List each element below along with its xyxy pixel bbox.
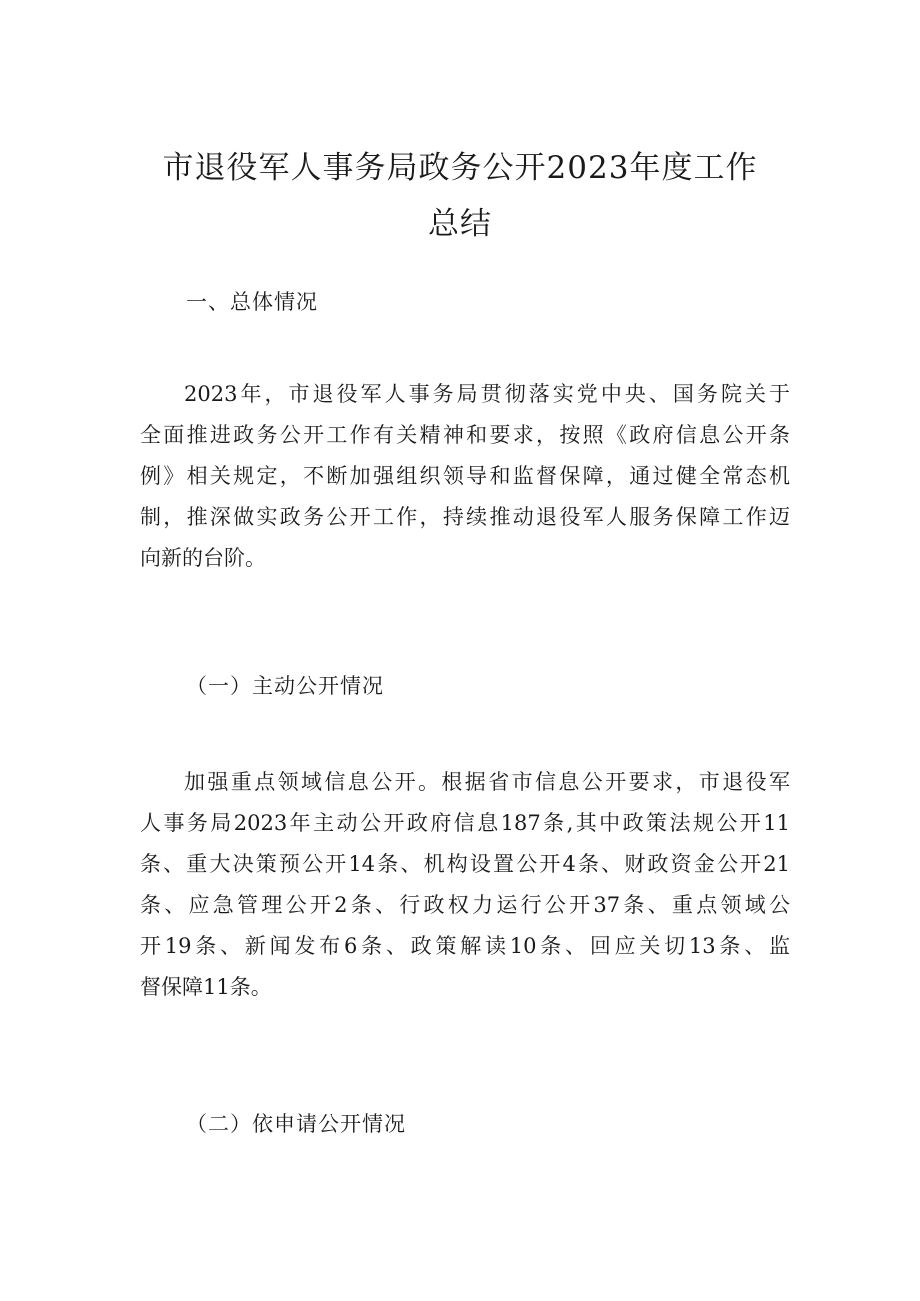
paragraph-line: 条、应急管理公开2条、行政权力运行公开37条、重点领域公 [140, 893, 790, 917]
paragraph-line: 督保障11条。 [140, 975, 272, 999]
section-heading-overview: 一、总体情况 [186, 290, 318, 314]
paragraph-line: 2023年，市退役军人事务局贯彻落实党中央、国务院关于 [184, 382, 790, 406]
title-line-2: 总结 [428, 206, 492, 242]
document-title [140, 140, 780, 252]
paragraph-line: 制，推深做实政务公开工作，持续推动退役军人服务保障工作迈 [140, 505, 790, 529]
paragraph-line: 例》相关规定，不断加强组织领导和监督保障，通过健全常态机 [140, 464, 790, 488]
paragraph-line: 加强重点领域信息公开。根据省市信息公开要求，市退役军 [184, 770, 790, 794]
title-line-1: 市退役军人事务局政务公开2023年度工作 [162, 150, 758, 186]
subsection-heading-on-request: （二）依申请公开情况 [186, 1112, 406, 1136]
paragraph-line: 开19条、新闻发布6条、政策解读10条、回应关切13条、监 [140, 934, 790, 958]
paragraph-line: 人事务局2023年主动公开政府信息187条,其中政策法规公开11 [140, 811, 790, 835]
paragraph-line: 条、重大决策预公开14条、机构设置公开4条、财政资金公开21 [140, 852, 790, 876]
paragraph-line: 全面推进政务公开工作有关精神和要求，按照《政府信息公开条 [140, 423, 790, 447]
paragraph-overview [140, 374, 790, 579]
subsection-heading-proactive: （一）主动公开情况 [186, 674, 384, 698]
paragraph-proactive [140, 762, 790, 1008]
paragraph-line: 向新的台阶。 [140, 546, 266, 570]
